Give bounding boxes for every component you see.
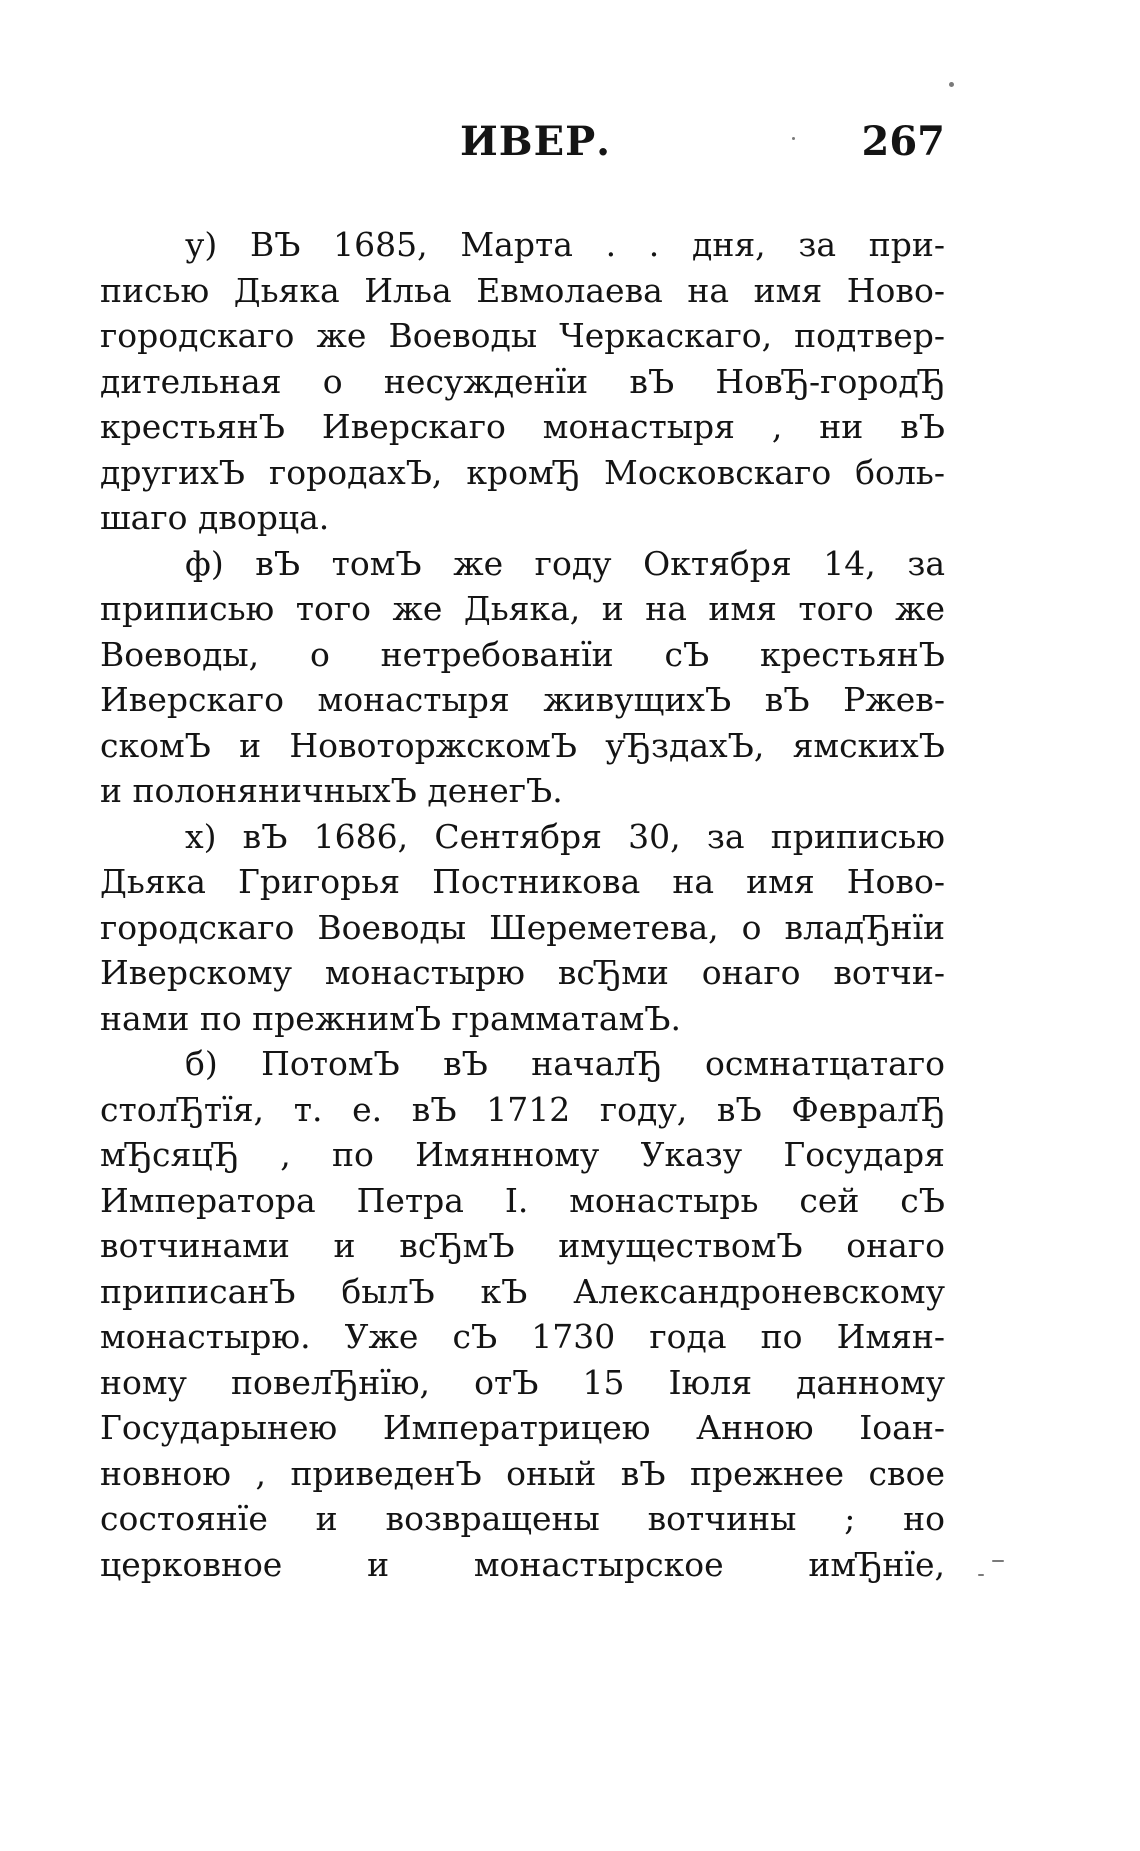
- text-line: Иверскаго монастыря живущихЪ вЪ Ржев-: [100, 680, 945, 719]
- text-line: приписью того же Дьяка, и на имя того же: [100, 589, 945, 628]
- scan-speck: [792, 137, 795, 140]
- text-line: нами по прежнимЪ грамматамЪ.: [100, 998, 681, 1038]
- text-line: ному повелЂнїю, отЪ 15 Iюля данному: [100, 1362, 945, 1402]
- text-line: писью Дьяка Ильа Евмолаева на имя Ново-: [100, 270, 945, 310]
- scan-speck: [978, 1574, 984, 1576]
- text-line: б) ПотомЪ вЪ началЂ осмнатцатаго: [185, 1044, 945, 1083]
- text-line: Дьяка Григорья Постникова на имя Ново-: [100, 862, 945, 901]
- page-number: 267: [861, 118, 945, 165]
- text-line: и полоняничныхЪ денегЪ.: [100, 771, 563, 810]
- text-line: дительная о несужденїи вЪ НовЂ-городЂ: [100, 361, 945, 401]
- body-text: [100, 222, 945, 1587]
- text-line: Иверскому монастырю всЂми онаго вотчи-: [100, 953, 945, 992]
- text-line: столЂтїя, т. е. вЪ 1712 году, вЪ ФевралЂ: [100, 1089, 945, 1129]
- scan-speck: [949, 82, 954, 87]
- text-line: Воеводы, о нетребованїи сЪ крестьянЪ: [100, 634, 945, 674]
- text-line: другихЪ городахЪ, кромЂ Московскаго боль-: [100, 452, 945, 492]
- text-line: Императора Петра I. монастырь сей сЪ: [100, 1180, 945, 1220]
- text-line: городскаго же Воеводы Черкаскаго, подтвер-: [100, 316, 945, 355]
- text-line: церковное и монастырское имЂнїе,: [100, 1544, 945, 1584]
- running-head: ИВЕР.: [460, 118, 612, 165]
- text-line: Государынею Императрицею Анною Iоан-: [100, 1408, 945, 1447]
- text-line: состоянїе и возвращены вотчины ; но: [100, 1499, 945, 1538]
- text-line: монастырю. Уже сЪ 1730 года по Имян-: [100, 1317, 945, 1356]
- text-line: х) вЪ 1686, Сентября 30, за приписью: [185, 816, 945, 856]
- page-header: [100, 118, 945, 174]
- text-line: мЂсяцЂ , по Имянному Указу Государя: [100, 1135, 945, 1174]
- text-line: скомЪ и НовоторжскомЪ уЂздахЪ, ямскихЪ: [100, 725, 945, 765]
- text-line: у) ВЪ 1685, Марта . . дня, за при-: [185, 225, 945, 264]
- text-line: новною , приведенЪ оный вЪ прежнее свое: [100, 1453, 945, 1493]
- text-line: шаго дворца.: [100, 498, 330, 537]
- text-line: крестьянЪ Иверскаго монастыря , ни вЪ: [100, 407, 945, 446]
- scan-speck: [992, 1560, 1004, 1562]
- text-line: ф) вЪ томЪ же году Октября 14, за: [185, 543, 945, 583]
- text-line: вотчинами и всЂмЪ имуществомЪ онаго: [100, 1226, 945, 1265]
- text-line: городскаго Воеводы Шереметева, о владЂнїи: [100, 907, 945, 947]
- text-line: приписанЪ былЪ кЪ Александроневскому: [100, 1271, 945, 1311]
